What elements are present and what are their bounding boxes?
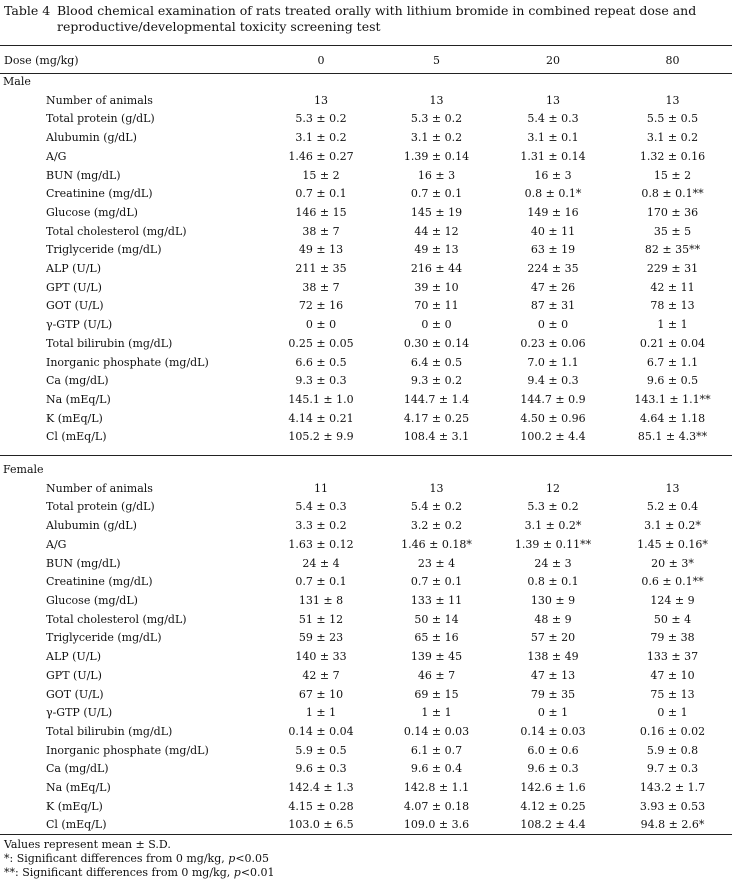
value-cell: 1 ± 1 xyxy=(657,318,688,332)
dose-header: 20 xyxy=(546,54,560,67)
parameter-label: γ-GTP (U/L) xyxy=(46,318,113,332)
section-spacer xyxy=(0,447,732,461)
table-row xyxy=(0,241,732,260)
parameter-label: Total bilirubin (mg/dL) xyxy=(46,724,173,738)
table-row xyxy=(0,667,732,686)
value-cell: 124 ± 9 xyxy=(650,593,695,607)
note-mean-sd: Values represent mean ± S.D. xyxy=(4,838,171,851)
parameter-label: Cl (mEq/L) xyxy=(46,430,107,444)
parameter-label: GPT (U/L) xyxy=(46,668,102,682)
value-cell: 1.46 ± 0.18* xyxy=(401,537,472,551)
parameter-label: Ca (mg/dL) xyxy=(46,374,109,388)
value-cell: 72 ± 16 xyxy=(298,299,344,313)
value-cell: 13 xyxy=(429,93,444,107)
table-row xyxy=(0,742,732,761)
value-cell: 50 ± 14 xyxy=(414,612,459,626)
parameter-label: Total protein (g/dL) xyxy=(46,112,155,126)
value-cell: 59 ± 23 xyxy=(298,631,344,645)
value-cell: 9.6 ± 0.5 xyxy=(646,374,699,388)
value-cell: 87 ± 31 xyxy=(530,299,576,313)
table-row xyxy=(0,92,732,111)
table-row xyxy=(0,517,732,536)
parameter-label: GOT (U/L) xyxy=(46,687,104,701)
value-cell: 0.30 ± 0.14 xyxy=(403,336,470,350)
section-row xyxy=(0,73,732,92)
value-cell: 82 ± 35** xyxy=(644,243,701,257)
table-row xyxy=(0,185,732,204)
value-cell: 6.7 ± 1.1 xyxy=(646,355,699,369)
parameter-label: Glucose (mg/dL) xyxy=(46,593,138,607)
value-cell: 40 ± 11 xyxy=(530,224,576,238)
value-cell: 47 ± 13 xyxy=(530,668,576,682)
table-row xyxy=(0,223,732,242)
value-cell: 0.16 ± 0.02 xyxy=(639,724,706,738)
value-cell: 3.1 ± 0.2* xyxy=(644,519,701,533)
value-cell: 139 ± 45 xyxy=(410,650,463,664)
parameter-label: K (mEq/L) xyxy=(46,411,103,425)
value-cell: 6.1 ± 0.7 xyxy=(410,743,463,757)
value-cell: 1 ± 1 xyxy=(305,706,337,720)
value-cell: 1.39 ± 0.14 xyxy=(403,149,470,163)
value-cell: 6.0 ± 0.6 xyxy=(527,743,579,757)
value-cell: 4.17 ± 0.25 xyxy=(403,411,470,425)
value-cell: 79 ± 35 xyxy=(530,687,576,701)
value-cell: 70 ± 11 xyxy=(414,299,459,313)
parameter-label: Total bilirubin (mg/dL) xyxy=(46,336,173,350)
section-label: Male xyxy=(3,75,31,88)
value-cell: 65 ± 16 xyxy=(414,631,459,645)
table-row xyxy=(0,297,732,316)
value-cell: 5.2 ± 0.4 xyxy=(646,500,699,514)
top-rule xyxy=(0,45,732,46)
value-cell: 142.8 ± 1.1 xyxy=(403,781,470,795)
value-cell: 49 ± 13 xyxy=(298,243,344,257)
value-cell: 67 ± 10 xyxy=(298,687,344,701)
value-cell: 143.1 ± 1.1** xyxy=(634,392,711,406)
value-cell: 4.15 ± 0.28 xyxy=(288,799,354,813)
value-cell: 3.1 ± 0.2 xyxy=(646,131,699,145)
value-cell: 23 ± 4 xyxy=(417,556,456,570)
value-cell: 13 xyxy=(665,481,680,495)
value-cell: 3.1 ± 0.1 xyxy=(527,131,579,145)
value-cell: 15 ± 2 xyxy=(653,168,692,182)
value-cell: 24 ± 4 xyxy=(302,556,340,570)
parameter-label: Triglyceride (mg/dL) xyxy=(46,243,162,257)
parameter-label: Triglyceride (mg/dL) xyxy=(46,631,162,645)
value-cell: 9.6 ± 0.3 xyxy=(295,762,347,776)
value-cell: 0.6 ± 0.1** xyxy=(641,575,704,589)
table-row xyxy=(0,686,732,705)
value-cell: 0 ± 0 xyxy=(537,318,569,332)
value-cell: 13 xyxy=(314,93,328,107)
value-cell: 63 ± 19 xyxy=(530,243,576,257)
value-cell: 94.8 ± 2.6* xyxy=(640,818,705,832)
value-cell: 6.4 ± 0.5 xyxy=(410,355,463,369)
value-cell: 47 ± 10 xyxy=(650,668,695,682)
value-cell: 0 ± 0 xyxy=(421,318,452,332)
value-cell: 3.93 ± 0.53 xyxy=(639,799,706,813)
note-p005: *: Significant differences from 0 mg/kg, p<0.05 xyxy=(4,852,270,865)
value-cell: 5.4 ± 0.2 xyxy=(410,500,463,514)
value-cell: 20 ± 3* xyxy=(651,556,694,570)
parameter-label: Creatinine (mg/dL) xyxy=(46,575,153,589)
value-cell: 3.2 ± 0.2 xyxy=(410,519,463,533)
value-cell: 109.0 ± 3.6 xyxy=(403,818,470,832)
dose-header: 80 xyxy=(665,54,680,67)
parameter-label: BUN (mg/dL) xyxy=(46,556,121,570)
parameter-label: Na (mEq/L) xyxy=(46,781,111,795)
table-row xyxy=(0,354,732,373)
table-row xyxy=(0,480,732,499)
value-cell: 4.12 ± 0.25 xyxy=(520,799,586,813)
table-row xyxy=(0,648,732,667)
value-cell: 42 ± 7 xyxy=(302,668,340,682)
value-cell: 48 ± 9 xyxy=(534,612,572,626)
parameter-label: A/G xyxy=(46,149,67,163)
value-cell: 38 ± 7 xyxy=(302,280,340,294)
parameter-label: Cl (mEq/L) xyxy=(46,818,107,832)
value-cell: 144.7 ± 0.9 xyxy=(520,392,586,406)
value-cell: 0.14 ± 0.03 xyxy=(403,724,470,738)
value-cell: 9.6 ± 0.4 xyxy=(410,762,463,776)
value-cell: 0.25 ± 0.05 xyxy=(288,336,354,350)
dose-label: Dose (mg/kg) xyxy=(4,54,79,67)
value-cell: 133 ± 37 xyxy=(646,650,699,664)
value-cell: 78 ± 13 xyxy=(650,299,695,313)
value-cell: 1.31 ± 0.14 xyxy=(520,149,586,163)
parameter-label: Creatinine (mg/dL) xyxy=(46,187,153,201)
value-cell: 9.3 ± 0.3 xyxy=(295,374,347,388)
value-cell: 9.7 ± 0.3 xyxy=(646,762,699,776)
value-cell: 6.6 ± 0.5 xyxy=(295,355,347,369)
caption-line-2: reproductive/developmental toxicity screening test xyxy=(57,19,381,34)
value-cell: 0.7 ± 0.1 xyxy=(410,187,463,201)
table-row xyxy=(0,798,732,817)
table-row xyxy=(0,279,732,298)
value-cell: 5.3 ± 0.2 xyxy=(527,500,579,514)
dose-header: 5 xyxy=(433,54,440,67)
caption-line-1: Blood chemical examination of rats treated orally with lithium bromide in combined repeat dose and xyxy=(57,3,697,18)
value-cell: 4.14 ± 0.21 xyxy=(288,411,354,425)
value-cell: 5.4 ± 0.3 xyxy=(527,112,579,126)
value-cell: 1.32 ± 0.16 xyxy=(639,149,706,163)
parameter-label: Total cholesterol (mg/dL) xyxy=(46,224,187,238)
value-cell: 108.2 ± 4.4 xyxy=(520,818,586,832)
value-cell: 9.6 ± 0.3 xyxy=(527,762,579,776)
value-cell: 39 ± 10 xyxy=(414,280,459,294)
value-cell: 0.21 ± 0.04 xyxy=(639,336,706,350)
value-cell: 85.1 ± 4.3** xyxy=(637,430,708,444)
value-cell: 5.5 ± 0.5 xyxy=(646,112,699,126)
table-row xyxy=(0,760,732,779)
value-cell: 0.8 ± 0.1 xyxy=(527,575,579,589)
value-cell: 0.14 ± 0.04 xyxy=(288,724,354,738)
value-cell: 46 ± 7 xyxy=(417,668,456,682)
value-cell: 0 ± 1 xyxy=(657,706,688,720)
value-cell: 4.64 ± 1.18 xyxy=(639,411,706,425)
value-cell: 0 ± 1 xyxy=(537,706,569,720)
value-cell: 12 xyxy=(546,481,560,495)
value-cell: 44 ± 12 xyxy=(414,224,459,238)
value-cell: 3.3 ± 0.2 xyxy=(295,519,347,533)
parameter-label: A/G xyxy=(46,537,67,551)
table-row xyxy=(0,410,732,429)
value-cell: 1 ± 1 xyxy=(421,706,452,720)
value-cell: 3.1 ± 0.2 xyxy=(410,131,463,145)
value-cell: 16 ± 3 xyxy=(534,168,572,182)
value-cell: 216 ± 44 xyxy=(410,262,463,276)
value-cell: 9.4 ± 0.3 xyxy=(527,374,579,388)
table-row xyxy=(0,592,732,611)
parameter-label: Na (mEq/L) xyxy=(46,392,111,406)
value-cell: 1.63 ± 0.12 xyxy=(288,537,354,551)
value-cell: 13 xyxy=(665,93,680,107)
table-row xyxy=(0,391,732,410)
parameter-label: GPT (U/L) xyxy=(46,280,102,294)
value-cell: 145.1 ± 1.0 xyxy=(288,392,354,406)
value-cell: 50 ± 4 xyxy=(653,612,692,626)
value-cell: 0.23 ± 0.06 xyxy=(520,336,586,350)
value-cell: 229 ± 31 xyxy=(646,262,699,276)
value-cell: 211 ± 35 xyxy=(295,262,347,276)
value-cell: 5.9 ± 0.8 xyxy=(646,743,699,757)
value-cell: 75 ± 13 xyxy=(650,687,695,701)
value-cell: 79 ± 38 xyxy=(650,631,695,645)
value-cell: 145 ± 19 xyxy=(410,205,463,219)
dose-header: 0 xyxy=(317,54,325,67)
value-cell: 138 ± 49 xyxy=(527,650,579,664)
parameter-label: Inorganic phosphate (mg/dL) xyxy=(46,355,209,369)
parameter-label: K (mEq/L) xyxy=(46,799,103,813)
blood-chemistry-table xyxy=(0,49,732,835)
parameter-label: Alubumin (g/dL) xyxy=(46,131,137,145)
value-cell: 140 ± 33 xyxy=(295,650,347,664)
value-cell: 144.7 ± 1.4 xyxy=(403,392,470,406)
parameter-label: Number of animals xyxy=(46,481,153,495)
value-cell: 57 ± 20 xyxy=(530,631,576,645)
value-cell: 0.7 ± 0.1 xyxy=(295,187,347,201)
value-cell: 0.7 ± 0.1 xyxy=(410,575,463,589)
value-cell: 0.7 ± 0.1 xyxy=(295,575,347,589)
value-cell: 105.2 ± 9.9 xyxy=(288,430,354,444)
value-cell: 5.3 ± 0.2 xyxy=(410,112,463,126)
value-cell: 69 ± 15 xyxy=(414,687,459,701)
table-row xyxy=(0,204,732,223)
value-cell: 5.3 ± 0.2 xyxy=(295,112,347,126)
table-row xyxy=(0,498,732,517)
parameter-label: Total cholesterol (mg/dL) xyxy=(46,612,187,626)
value-cell: 146 ± 15 xyxy=(295,205,347,219)
header-row xyxy=(0,49,732,73)
table-row xyxy=(0,555,732,574)
table-row xyxy=(0,316,732,335)
value-cell: 4.50 ± 0.96 xyxy=(520,411,586,425)
value-cell: 103.0 ± 6.5 xyxy=(288,818,354,832)
parameter-label: Total protein (g/dL) xyxy=(46,500,155,514)
value-cell: 5.4 ± 0.3 xyxy=(295,500,347,514)
table-notes xyxy=(4,838,275,880)
value-cell: 51 ± 12 xyxy=(298,612,344,626)
value-cell: 0.8 ± 0.1* xyxy=(524,187,582,201)
parameter-label: ALP (U/L) xyxy=(46,262,102,276)
table-row xyxy=(0,611,732,630)
table-row xyxy=(0,335,732,354)
value-cell: 13 xyxy=(546,93,560,107)
value-cell: 108.4 ± 3.1 xyxy=(403,430,470,444)
value-cell: 149 ± 16 xyxy=(527,205,579,219)
table-row xyxy=(0,260,732,279)
value-cell: 49 ± 13 xyxy=(414,243,459,257)
value-cell: 130 ± 9 xyxy=(530,593,576,607)
value-cell: 3.1 ± 0.2* xyxy=(524,519,582,533)
value-cell: 7.0 ± 1.1 xyxy=(527,355,579,369)
parameter-label: Ca (mg/dL) xyxy=(46,762,109,776)
value-cell: 11 xyxy=(314,481,328,495)
parameter-label: GOT (U/L) xyxy=(46,299,104,313)
value-cell: 133 ± 11 xyxy=(410,593,463,607)
table-row xyxy=(0,629,732,648)
parameter-label: BUN (mg/dL) xyxy=(46,168,121,182)
table-row xyxy=(0,704,732,723)
table-row xyxy=(0,428,732,447)
parameter-label: γ-GTP (U/L) xyxy=(46,706,113,720)
table-caption xyxy=(4,3,724,35)
value-cell: 1.45 ± 0.16* xyxy=(637,537,708,551)
value-cell: 142.6 ± 1.6 xyxy=(520,781,586,795)
table-row xyxy=(0,573,732,592)
value-cell: 224 ± 35 xyxy=(527,262,579,276)
parameter-label: ALP (U/L) xyxy=(46,650,102,664)
parameter-label: Number of animals xyxy=(46,93,153,107)
value-cell: 170 ± 36 xyxy=(646,205,699,219)
value-cell: 142.4 ± 1.3 xyxy=(288,781,354,795)
table-row xyxy=(0,110,732,129)
section-label: Female xyxy=(3,463,44,477)
value-cell: 35 ± 5 xyxy=(653,224,692,238)
value-cell: 4.07 ± 0.18 xyxy=(403,799,470,813)
value-cell: 47 ± 26 xyxy=(530,280,576,294)
parameter-label: Inorganic phosphate (mg/dL) xyxy=(46,743,209,757)
value-cell: 16 ± 3 xyxy=(417,168,456,182)
table-row xyxy=(0,723,732,742)
value-cell: 24 ± 3 xyxy=(534,556,572,570)
table-row xyxy=(0,779,732,798)
parameter-label: Glucose (mg/dL) xyxy=(46,205,138,219)
value-cell: 1.39 ± 0.11** xyxy=(514,537,592,551)
value-cell: 143.2 ± 1.7 xyxy=(639,781,706,795)
value-cell: 0.8 ± 0.1** xyxy=(641,187,704,201)
table-number: Table 4 xyxy=(4,3,51,18)
parameter-label: Alubumin (g/dL) xyxy=(46,519,137,533)
note-p001: **: Significant differences from 0 mg/kg, p<0.01 xyxy=(4,866,275,879)
section-row xyxy=(0,461,732,480)
table-row xyxy=(0,167,732,186)
value-cell: 38 ± 7 xyxy=(302,224,340,238)
value-cell: 13 xyxy=(429,481,444,495)
table-row xyxy=(0,372,732,391)
value-cell: 131 ± 8 xyxy=(298,593,344,607)
value-cell: 42 ± 11 xyxy=(650,280,695,294)
value-cell: 1.46 ± 0.27 xyxy=(288,149,354,163)
value-cell: 3.1 ± 0.2 xyxy=(295,131,347,145)
value-cell: 100.2 ± 4.4 xyxy=(520,430,586,444)
table-row xyxy=(0,148,732,167)
table-row xyxy=(0,536,732,555)
table-row xyxy=(0,816,732,835)
value-cell: 9.3 ± 0.2 xyxy=(410,374,463,388)
table-row xyxy=(0,129,732,148)
value-cell: 0.14 ± 0.03 xyxy=(520,724,586,738)
value-cell: 0 ± 0 xyxy=(305,318,337,332)
value-cell: 5.9 ± 0.5 xyxy=(295,743,347,757)
value-cell: 15 ± 2 xyxy=(302,168,340,182)
